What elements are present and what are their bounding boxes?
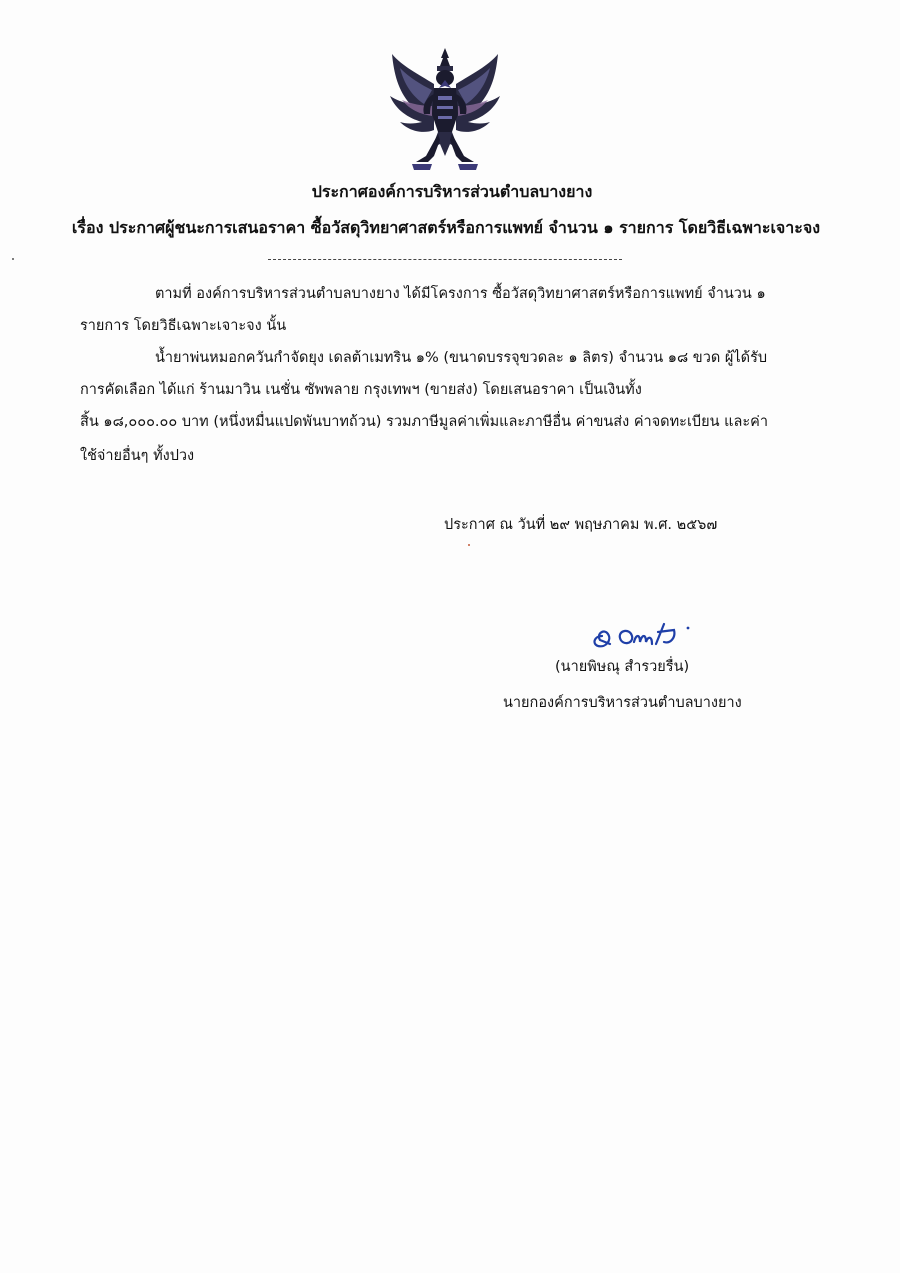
- paragraph-1-line-1: ตามที่ องค์การบริหารส่วนตำบลบางยาง ได้มีโครงการ ซื้อวัสดุวิทยาศาสตร์หรือการแพทย์ จำนวน ๑: [155, 286, 766, 302]
- paragraph-2-line-3: สิ้น ๑๘,๐๐๐.๐๐ บาท (หนึ่งหมื่นแปดพันบาทถ้วน) รวมภาษีมูลค่าเพิ่มและภาษีอื่น ค่าขนส่ง ค่าจดทะเบียน และค่า: [80, 414, 768, 430]
- handwritten-signature-icon: [588, 614, 708, 654]
- paragraph-2-line-2: การคัดเลือก ได้แก่ ร้านมาวิน เนชั่น ซัพพลาย กรุงเทพฯ (ขายส่ง) โดยเสนอราคา เป็นเงินทั้ง: [80, 382, 642, 398]
- scan-speck: [12, 258, 14, 260]
- title-divider: [268, 259, 622, 260]
- announcement-date: ประกาศ ณ วันที่ ๒๙ พฤษภาคม พ.ศ. ๒๕๖๗: [444, 517, 718, 533]
- paragraph-2-line-4: ใช้จ่ายอื่นๆ ทั้งปวง: [80, 448, 195, 464]
- scan-speck: [468, 544, 470, 546]
- signer-name: (นายพิษณุ สำรวยรื่น): [555, 659, 690, 675]
- garuda-emblem-icon: [388, 44, 502, 174]
- signer-title: นายกองค์การบริหารส่วนตำบลบางยาง: [503, 695, 742, 711]
- paragraph-1-line-2: รายการ โดยวิธีเฉพาะเจาะจง นั้น: [80, 318, 287, 334]
- document-subject: เรื่อง ประกาศผู้ชนะการเสนอราคา ซื้อวัสดุวิทยาศาสตร์หรือการแพทย์ จำนวน ๑ รายการ โดยวิธีเฉพาะเจาะจง: [71, 218, 821, 237]
- document-title: ประกาศองค์การบริหารส่วนตำบลบางยาง: [311, 182, 593, 201]
- paragraph-2-line-1: น้ำยาพ่นหมอกควันกำจัดยุง เดลต้าเมทริน ๑% (ขนาดบรรจุขวดละ ๑ ลิตร) จำนวน ๑๘ ขวด ผู้ได้รับ: [155, 350, 768, 366]
